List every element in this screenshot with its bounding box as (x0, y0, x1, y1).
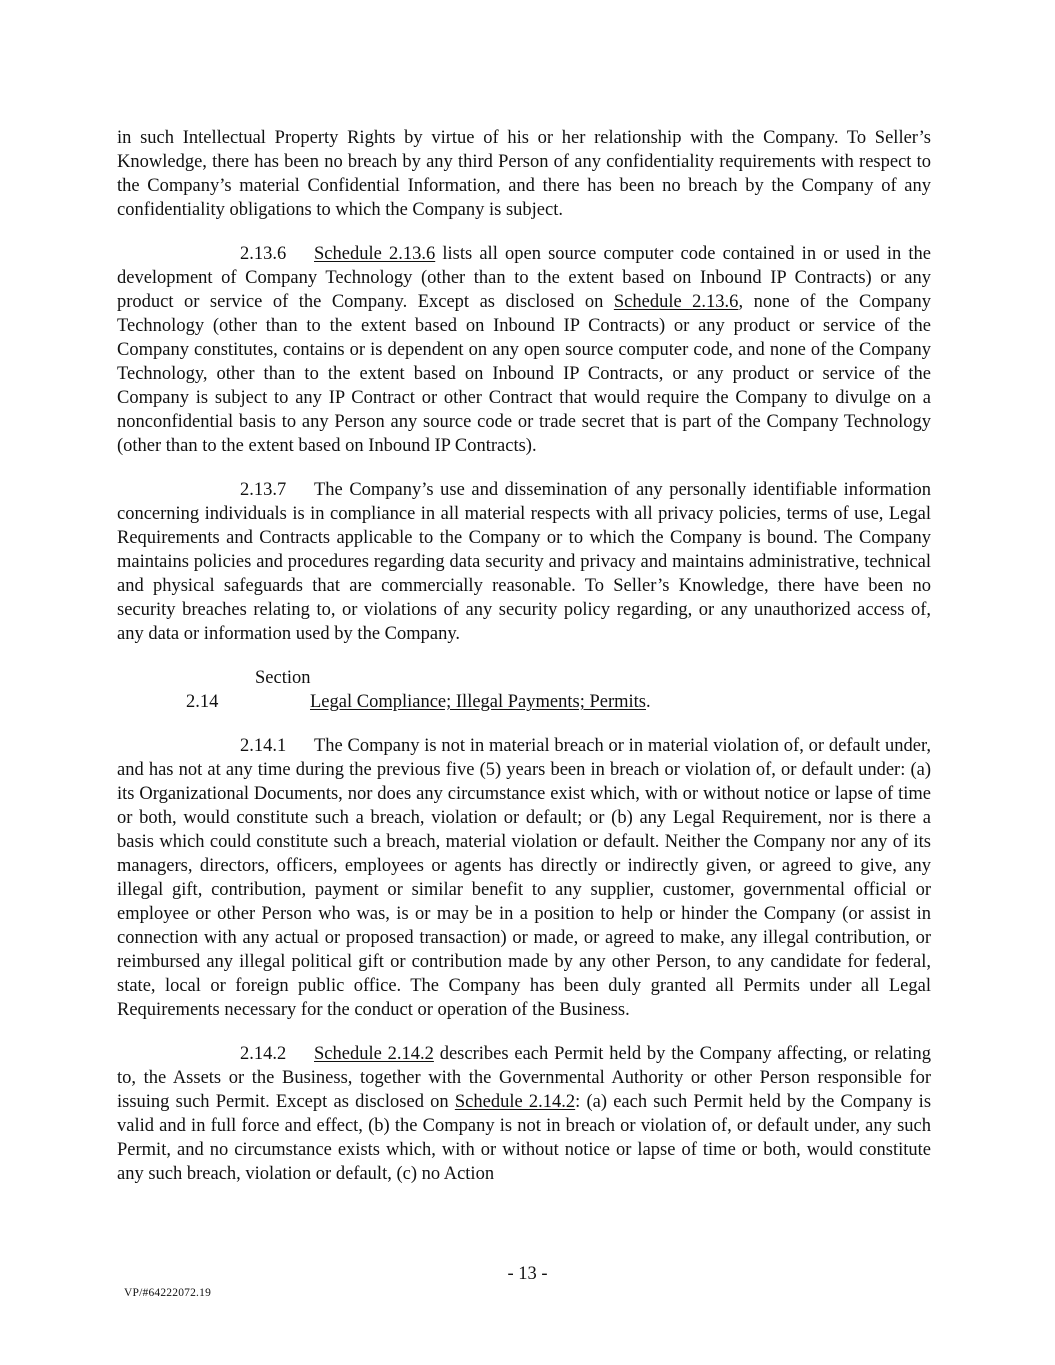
page-number: - 13 - (507, 1264, 548, 1284)
document-page (117, 126, 931, 1206)
clause-text: , none of the Company Technology (other than to the extent based on Inbound IP Contracts) or any product or service of the Company constitutes, contains or is dependent on any open source computer code, and none of the Company Technology, other than to the extent based on Inbound IP Contracts, or any product or service of the Company is subject to any IP Contract or other Contract that would require the Company to divulge on a nonconfidential basis to any Person any source code or trade secret that is part of the Company Technology (other than to the extent based on Inbound IP Contracts). (117, 292, 931, 456)
clause-text: lists all open source computer code contained in or used in the development of Company Technology (other than to the extent based on Inbound IP Contracts) or any product or service of the Company. Except as disclosed on (117, 244, 931, 312)
clause-2-14-1 (117, 734, 931, 1022)
schedule-reference: Schedule 2.13.6 (314, 244, 436, 264)
clause-text: : (a) each such Permit held by the Company is valid and in full force and effect, (b) the Company is not in breach or violation of, or default under, any such Permit, and no circumstance exists which, with or without notice or lapse of time or both, would constitute any such breach, violation or default, (c) no Action (117, 1092, 932, 1184)
document-id: VP/#64222072.19 (124, 1287, 212, 1299)
paragraph-continuation: in such Intellectual Property Rights by virtue of his or her relationship with the Company. To Seller’s Knowledge, there has been no breach by any third Person of any confidentiality requirements with respect to the Company’s material Confidential Information, and there has been no breach by the Company of any confidentiality obligations to which the Company is subject. (117, 128, 931, 220)
clause-number: 2.14.1 (240, 736, 287, 756)
clause-2-13-7 (117, 478, 931, 646)
section-heading-2-14 (117, 666, 931, 714)
clause-2-13-6 (117, 242, 931, 458)
schedule-reference: Schedule 2.14.2 (454, 1092, 576, 1112)
section-title: Legal Compliance; Illegal Payments; Permits (310, 692, 647, 712)
section-title-period: . (646, 692, 651, 712)
clause-text: The Company is not in material breach or in material violation of, or default under, and has not at any time during the previous five (5) years been in breach or violation of, or default under: (a) its Organizational Documents, nor does any circumstance exist which, with or without notice or lapse of time or both, would constitute such a breach, violation or default; or (b) any Legal Requirement, nor is there a basis which could constitute such a breach, material violation or default. Neither the Company nor any of its managers, directors, officers, employees or agents has directly or indirectly given, or agreed to give, any illegal gift, contribution, payment or similar benefit to any supplier, customer, governmental official or employee or other Person who was, is or may be in a position to help or hinder the Company (or assist in connection with any actual or proposed transaction) or made, or agreed to make, any illegal contribution, or reimbursed any illegal political gift or contribution made by any other Person, to any candidate for federal, state, local or foreign public office. The Company has been duly granted all Permits under all Legal Requirements necessary for the conduct or operation of the Business. (117, 736, 931, 1020)
schedule-reference: Schedule 2.14.2 (314, 1044, 434, 1064)
clause-number: 2.13.7 (240, 480, 287, 500)
clause-2-14-2 (117, 1042, 931, 1186)
clause-number: 2.13.6 (240, 244, 287, 264)
clause-text: The Company’s use and dissemination of any personally identifiable information concerning individuals is in compliance in all material respects with all privacy policies, terms of use, Legal Requirements and Contracts applicable to the Company or to which the Company is bound. The Company maintains policies and procedures regarding data security and privacy and maintains administrative, technical and physical safeguards that are commercially reasonable. To Seller’s Knowledge, there have been no security breaches relating to, or violations of any security policy regarding, or any unauthorized access of, any data or information used by the Company. (117, 480, 931, 644)
section-label: Section 2.14 (186, 668, 311, 712)
schedule-reference: Schedule 2.13.6 (613, 292, 739, 312)
clause-number: 2.14.2 (240, 1044, 287, 1064)
clause-text: describes each Permit held by the Company affecting, or relating to, the Assets or the Business, together with the Governmental Authority or other Person responsible for issuing such Permit. Except as disclosed on (117, 1044, 931, 1112)
